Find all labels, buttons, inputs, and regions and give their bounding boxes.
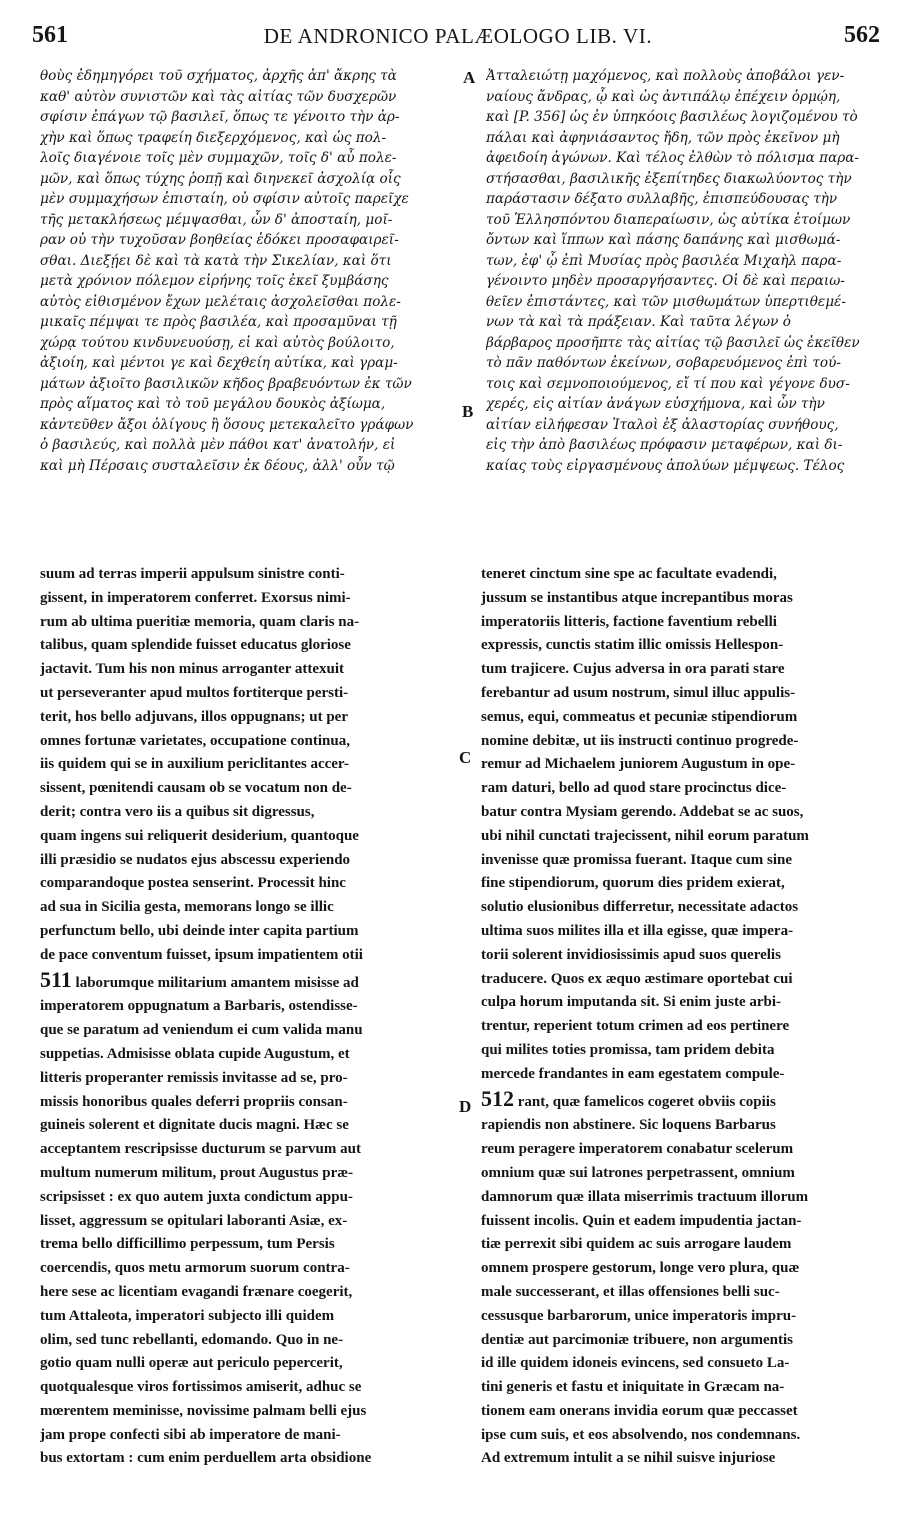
text-line xyxy=(40,1162,452,1186)
text-line xyxy=(40,825,452,849)
line-text: cessusque barbarorum, unice imperatoris impru- xyxy=(481,1307,797,1324)
text-line xyxy=(40,1114,452,1138)
text-line xyxy=(481,1352,895,1376)
line-text: χώρᾳ τούτου κινδυνευούσῃ, εἰ καὶ αὐτὸς βούλοιτο, xyxy=(40,334,395,351)
text-line xyxy=(40,968,452,996)
margin-letter-d: D xyxy=(459,1097,472,1116)
line-text: τοῦ Ἑλλησπόντου διαπεραίωσιν, ὡς αὐτίκα ἑτοίμων xyxy=(486,211,851,228)
text-line xyxy=(40,251,458,272)
line-text: gotio quam nulli operæ aut periculo pepercerit, xyxy=(40,1355,343,1372)
line-text: illi præsidio se nudatos ejus abscessu experiendo xyxy=(40,851,351,868)
line-text: ram daturi, bello ad quod stare procinctus dice- xyxy=(481,780,787,797)
line-text: τῆς μετακλήσεως μέμψασθαι, ὧν δ' ἀποσταίη, μοῖ- xyxy=(40,211,393,228)
line-text: ὄντων καὶ ἵππων καὶ πάσης δαπάνης καὶ μισθωμά- xyxy=(486,232,841,248)
text-line xyxy=(481,1015,895,1039)
text-line xyxy=(481,587,895,611)
line-text: rum ab ultima pueritiæ memoria, quam claris na- xyxy=(40,613,360,630)
line-text: olim, sed tunc rebellanti, edomando. Quo in ne- xyxy=(40,1331,344,1348)
text-line xyxy=(486,353,894,374)
line-text: στήσασθαι, βασιλικῆς ἐξεπίτηδες διακωλύοντος τὴν xyxy=(486,170,852,187)
line-text: ultima suos milites illa et illa egisse, quæ impera- xyxy=(481,922,794,939)
line-text: male successerant, et illas offensiones belli suc- xyxy=(481,1283,780,1300)
line-text: αἰτίαν εἰλήφεσαν Ἰταλοὶ ἐξ ἀλαστορίας συνήθους, xyxy=(486,416,839,433)
line-text: ut perseveranter apud multos fortiterque persti- xyxy=(40,684,349,701)
text-line xyxy=(486,292,894,313)
line-text: acceptantem rescripsisse ducturum se parvum aut xyxy=(40,1141,361,1158)
line-text: tionem eam onerans invidia eorum quæ peccasset xyxy=(481,1402,798,1419)
text-line xyxy=(481,1063,895,1087)
text-line xyxy=(481,801,895,825)
left-page-number: 561 xyxy=(32,22,68,48)
line-text: dentiæ aut parcimoniæ tribuere, non argumentis xyxy=(481,1331,793,1348)
line-text: guineis solerent et dignitate ducis magni. Hæc se xyxy=(40,1117,349,1134)
line-text: nomine debitæ, ut iis instructi continuo progrede- xyxy=(481,732,799,749)
line-text: trentur, reperient totum crimen ad eos pertinere xyxy=(481,1018,790,1035)
line-text: κἀντεῦθεν ἄξοι ὀλίγους ἢ ὅσους μετεκαλεῖτο γράφων xyxy=(40,416,414,433)
line-text: solutio elusionibus differretur, necessitate adactos xyxy=(481,899,799,916)
line-text: ναίους ἄνδρας, ᾧ καὶ ὡς ἀντιπάλῳ ἐπέχειν ὁρμῴη, xyxy=(486,88,841,105)
line-text: suum ad terras imperii appulsum sinistre conti- xyxy=(40,566,345,582)
margin-letter-b: B xyxy=(462,402,474,421)
line-text: torii solerent invidiosissimis apud suos querelis xyxy=(481,946,781,963)
line-text: rapiendis non abstinere. Sic loquens Barbarus xyxy=(481,1117,776,1134)
text-line xyxy=(486,87,894,108)
text-line xyxy=(40,456,458,477)
text-line xyxy=(40,374,458,395)
text-line xyxy=(486,435,894,456)
line-text: πρὸς αἵματος καὶ τὸ τοῦ μεγάλου δουκὸς ἀξίωμα, xyxy=(40,396,386,412)
line-text: tiæ perrexit sibi quidem ac suis arrogare laudem xyxy=(481,1236,792,1253)
line-text: teneret cinctum sine spe ac facultate evadendi, xyxy=(481,566,777,582)
text-line xyxy=(40,1329,452,1353)
line-text: καίας τοὺς εἰργασμένους ἀπολύων μέμψεως. Τέλος xyxy=(486,457,845,474)
line-text: bus extortam : cum enim perduellem arta obsidione xyxy=(40,1450,372,1467)
text-line xyxy=(486,312,894,333)
text-line xyxy=(481,753,895,777)
text-line xyxy=(481,991,895,1015)
line-text: πάλαι καὶ ἀφηνιάσαντος ἤδη, τῶν πρὸς ἐκεῖνον μὴ xyxy=(486,129,840,146)
line-text: scripsisset : ex quo autem juxta condictum appu- xyxy=(40,1188,353,1205)
text-line xyxy=(40,1186,452,1210)
text-line xyxy=(40,210,458,231)
text-line xyxy=(40,587,452,611)
text-line xyxy=(481,1162,895,1186)
text-line xyxy=(40,333,458,354)
text-line xyxy=(40,896,452,920)
line-text: reum peragere imperatorem conabatur scelerum xyxy=(481,1141,794,1158)
line-text: traducere. Quos ex æquo æstimare oportebat cui xyxy=(481,970,793,987)
line-text: τοις καὶ σεμνοποιούμενος, εἴ τί που καὶ γέγονε δυσ- xyxy=(486,375,850,392)
line-text: rant, quæ famelicos cogeret obviis copiis xyxy=(517,1093,776,1110)
line-text: σφίσιν ἐπάγων τῷ βασιλεῖ, ὅπως τε γένοιτο τὴν ἀρ- xyxy=(40,109,400,125)
line-text: παράστασιν δέξατο συλλαβῆς, ἐπισπεύδουσας τὴν xyxy=(486,191,838,207)
line-text: de pace conventum fuisset, ipsum impatientem otii xyxy=(40,946,363,963)
text-line xyxy=(481,682,895,706)
text-line xyxy=(40,271,458,292)
line-text: suppetias. Admisisse oblata cupide Augustum, et xyxy=(40,1045,350,1062)
text-line xyxy=(40,634,452,658)
text-line xyxy=(486,189,894,210)
text-line xyxy=(481,634,895,658)
line-text: tum trajicere. Cujus adversa in ora parati stare xyxy=(481,661,785,678)
text-line xyxy=(481,944,895,968)
text-line xyxy=(481,1138,895,1162)
line-text: trema bello difficillimo perpessum, tum Persis xyxy=(40,1236,335,1253)
line-text: fine stipendiorum, quorum dies pridem exierat, xyxy=(481,875,785,892)
line-text: jam prope confecti sibi ab imperatore de mani- xyxy=(40,1426,341,1443)
line-text: batur contra Mysiam gerendo. Addebat se ac suos, xyxy=(481,803,804,820)
line-text: αὐτὸς εἰθισμένον ἔχων μελέταις ἀσχολεῖσθαι πολε- xyxy=(40,293,401,310)
text-line xyxy=(40,872,452,896)
line-text: imperatoriis litteris, factione faventium rebelli xyxy=(481,613,777,630)
line-text: gissent, in imperatorem conferret. Exorsus nimi- xyxy=(40,589,351,606)
text-line xyxy=(486,374,894,395)
text-line xyxy=(481,563,895,587)
line-text: ad sua in Sicilia gesta, memorans longo se illic xyxy=(40,899,334,916)
latin-column-right xyxy=(481,563,895,1471)
line-text: ραν οὐ τὴν τυχοῦσαν βοηθείας ἐδόκει προσαφαιρεῖ- xyxy=(40,232,399,248)
line-text: jussum se instantibus atque increpantibus moras xyxy=(481,589,793,606)
line-text: here sese ac licentiam evagandi frænare coegerit, xyxy=(40,1283,353,1300)
line-text: λοῖς διαγένοιε τοῖς μὲν συμμαχῶν, τοῖς δ' αὖ πολε- xyxy=(40,150,397,166)
page-marker: 511 xyxy=(40,967,72,992)
line-text: μὲν συμμαχήσων ἐπισταίη, οὐ σφίσιν αὐτοῖς παρεῖχε xyxy=(40,191,409,207)
line-text: εἰς τὴν ἀπὸ βασιλέως πρόφασιν μεταφέρων, καὶ δι- xyxy=(486,437,843,453)
text-line xyxy=(40,801,452,825)
line-text: terit, hos bello adjuvans, illos oppugnans; ut per xyxy=(40,708,348,725)
text-line xyxy=(40,944,452,968)
text-line xyxy=(40,435,458,456)
line-text: qui milites toties promissa, tam pridem debita xyxy=(481,1041,775,1058)
line-text: coercendis, quos metu armorum suorum contra- xyxy=(40,1260,350,1277)
text-line xyxy=(40,995,452,1019)
text-line xyxy=(40,1400,452,1424)
line-text: ubi nihil cunctati trajecissent, nihil eorum paratum xyxy=(481,827,809,844)
text-line xyxy=(486,456,894,477)
latin-column-left xyxy=(40,563,452,1471)
text-line xyxy=(481,1039,895,1063)
text-line xyxy=(40,107,458,128)
line-text: omnes fortunæ varietates, occupatione continua, xyxy=(40,732,350,749)
text-line xyxy=(481,730,895,754)
line-text: quotqualesque viros fortissimos amiserit, adhuc se xyxy=(40,1379,362,1396)
line-text: νων τὰ καὶ τὰ πράξειαν. Καὶ ταῦτα λέγων ὁ xyxy=(486,314,791,330)
line-text: ἀφειδοίη ἀγώνων. Καὶ τέλος ἐλθὼν τὸ πόλισμα παρα- xyxy=(486,150,860,166)
text-line xyxy=(40,920,452,944)
text-line xyxy=(40,1233,452,1257)
text-line xyxy=(40,87,458,108)
text-line xyxy=(40,1352,452,1376)
text-line xyxy=(40,1424,452,1448)
text-line xyxy=(40,1138,452,1162)
line-text: missis honoribus quales deferri propriis consan- xyxy=(40,1093,348,1110)
line-text: mœrentem meminisse, novissime palmam belli ejus xyxy=(40,1402,367,1419)
text-line xyxy=(481,1233,895,1257)
margin-letter-c: C xyxy=(459,748,472,767)
line-text: quam ingens sui reliquerit desiderium, quantoque xyxy=(40,827,359,844)
line-text: καὶ μὴ Πέρσαις συσταλεῖσιν ἐκ δέους, ἀλλ' οὖν τῷ xyxy=(40,457,395,474)
line-text: sissent, pœnitendi causam ob se vocatum non de- xyxy=(40,780,352,797)
text-line xyxy=(486,333,894,354)
line-text: ipse cum suis, et eos absolvendo, nos condemnans. xyxy=(481,1426,801,1443)
text-line xyxy=(40,189,458,210)
text-line xyxy=(481,1281,895,1305)
line-text: βάρβαρος προσῆπτε τὰς αἰτίας τῷ βασιλεῖ ὡς ἐκεῖθεν xyxy=(486,334,860,351)
running-header xyxy=(0,22,916,62)
line-text: tum Attaleota, imperatori subjecto illi quidem xyxy=(40,1307,335,1324)
text-line xyxy=(486,169,894,190)
line-text: θεῖεν ἐπιστάντες, καὶ τῶν μισθωμάτων ὑπερτιθεμέ- xyxy=(486,293,846,310)
text-line xyxy=(40,1091,452,1115)
text-line xyxy=(40,292,458,313)
line-text: id ille quidem idoneis evincens, sed consueto La- xyxy=(481,1355,790,1372)
text-line xyxy=(481,1186,895,1210)
page-marker: 512 xyxy=(481,1086,514,1111)
text-line xyxy=(481,849,895,873)
line-text: derit; contra vero iis a quibus sit digressus, xyxy=(40,803,315,820)
line-text: laborumque militarium amantem misisse ad xyxy=(75,974,359,991)
line-text: χὴν καὶ ὅπως τραφείη διεξερχόμενος, καὶ ὡς πολ- xyxy=(40,129,387,146)
greek-column-left xyxy=(40,66,458,476)
line-text: μετὰ χρόνιον πόλεμον εἰρήνης τοῖς ἐκεῖ ξυμβάσης xyxy=(40,273,389,289)
text-line xyxy=(40,1281,452,1305)
text-line xyxy=(40,658,452,682)
text-line xyxy=(481,1329,895,1353)
text-line xyxy=(40,849,452,873)
line-text: mercede frandantes in eam egestatem compule- xyxy=(481,1065,785,1082)
text-line xyxy=(40,415,458,436)
line-text: των, ἐφ' ᾧ ἐπὶ Μυσίας πρὸς βασιλέα Μιχαὴλ παρα- xyxy=(486,252,842,269)
line-text: χερές, εἰς αἰτίαν ἀνάγων εὐσχήμονα, καὶ ὧν τὴν xyxy=(486,396,825,412)
text-line xyxy=(40,682,452,706)
line-text: μάτων ἀξιοῖτο βασιλικῶν κῆδος βραβευόντων ἐκ τῶν xyxy=(40,375,412,392)
text-line xyxy=(486,415,894,436)
line-text: tini generis et fastu et iniquitate in Græcam na- xyxy=(481,1379,785,1396)
line-text: perfunctum bello, ubi deinde inter capita partium xyxy=(40,922,359,939)
running-title: DE ANDRONICO PALÆOLOGO LIB. VI. xyxy=(263,24,653,48)
line-text: semus, equi, commeatus et pecuniæ stipendiorum xyxy=(481,708,798,725)
line-text: damnorum quæ illata miserrimis tractuum illorum xyxy=(481,1188,809,1205)
text-line xyxy=(486,394,894,415)
line-text: talibus, quam splendide fuisset educatus gloriose xyxy=(40,637,351,654)
text-line xyxy=(481,611,895,635)
text-line xyxy=(40,1019,452,1043)
margin-letter-a: A xyxy=(463,68,476,87)
line-text: remur ad Michaelem juniorem Augustum in ope- xyxy=(481,756,796,773)
text-line xyxy=(481,1210,895,1234)
line-text: θοὺς ἐδημηγόρει τοῦ σχήματος, ἀρχῆς ἀπ' ἄκρης τὰ xyxy=(40,68,397,84)
text-line xyxy=(481,872,895,896)
text-line xyxy=(40,1376,452,1400)
line-text: lisset, aggressum se opitulari laboranti Asiæ, ex- xyxy=(40,1212,348,1229)
text-line xyxy=(40,394,458,415)
text-line xyxy=(40,1257,452,1281)
text-line xyxy=(481,825,895,849)
text-line xyxy=(486,66,894,87)
text-line xyxy=(40,1447,452,1471)
text-line xyxy=(481,1424,895,1448)
text-line xyxy=(481,658,895,682)
text-line xyxy=(40,353,458,374)
text-line xyxy=(481,1447,895,1471)
line-text: multum numerum militum, prout Augustus præ- xyxy=(40,1164,354,1181)
text-line xyxy=(486,128,894,149)
line-text: iis quidem qui se in auxilium periclitantes accer- xyxy=(40,756,350,773)
text-line xyxy=(40,1210,452,1234)
line-text: imperatorem oppugnatum a Barbaris, ostendisse- xyxy=(40,998,358,1015)
line-text: jactavit. Tum his non minus arroganter attexuit xyxy=(40,661,345,678)
line-text: ἀξιοίη, καὶ μέντοι γε καὶ δεχθείη αὐτίκα, καὶ γραμ- xyxy=(40,355,398,371)
text-line xyxy=(40,1067,452,1091)
text-line xyxy=(40,148,458,169)
line-text: γένοιντο μηδὲν προσαργήσαντες. Οἱ δὲ καὶ περαιω- xyxy=(486,273,845,289)
line-text: fuissent incolis. Quin et eadem impudentia jactan- xyxy=(481,1212,802,1229)
text-line xyxy=(40,730,452,754)
text-line xyxy=(481,1400,895,1424)
line-text: expressis, cunctis statim illic omissis Hellespon- xyxy=(481,637,784,654)
text-line xyxy=(481,920,895,944)
text-line xyxy=(481,1376,895,1400)
text-line xyxy=(486,251,894,272)
text-line xyxy=(486,271,894,292)
line-text: μῶν, καὶ ὅπως τύχης ῥοπῇ καὶ διηνεκεῖ ἀσχολίᾳ οἷς xyxy=(40,170,401,187)
line-text: Ἀτταλειώτῃ μαχόμενος, καὶ πολλοὺς ἀποβάλοι γεν- xyxy=(486,68,845,84)
text-line xyxy=(40,1043,452,1067)
text-line xyxy=(486,148,894,169)
text-line xyxy=(40,563,452,587)
text-line xyxy=(40,312,458,333)
line-text: invenisse quæ promissa fuerant. Itaque cum sine xyxy=(481,851,793,868)
text-line xyxy=(40,753,452,777)
text-line xyxy=(481,1257,895,1281)
text-line xyxy=(40,706,452,730)
line-text: σθαι. Διεξῄει δὲ καὶ τὰ κατὰ τὴν Σικελίαν, καὶ ὅτι xyxy=(40,252,392,269)
line-text: Ad extremum intulit a se nihil suisve injuriose xyxy=(481,1450,776,1467)
text-line xyxy=(481,1305,895,1329)
line-text: omnem prospere gestorum, longe vero plura, quæ xyxy=(481,1260,800,1277)
text-line xyxy=(481,968,895,992)
text-line xyxy=(40,611,452,635)
right-page-number: 562 xyxy=(844,22,880,48)
line-text: litteris properanter remissis invitasse ad se, pro- xyxy=(40,1069,348,1086)
text-line xyxy=(481,706,895,730)
line-text: καὶ [P. 356] ὡς ἐν ὑπηκόοις βασιλέως λογιζομένου τὸ xyxy=(486,109,858,125)
text-line xyxy=(481,896,895,920)
text-line xyxy=(481,777,895,801)
line-text: omnium quæ sui latrones perpetrassent, omnium xyxy=(481,1164,795,1181)
line-text: ferebantur ad usum nostrum, simul illuc appulis- xyxy=(481,684,796,701)
text-line xyxy=(40,128,458,149)
text-line xyxy=(40,230,458,251)
text-line xyxy=(481,1087,895,1115)
greek-column-right xyxy=(486,66,894,476)
text-line xyxy=(486,210,894,231)
text-line xyxy=(40,1305,452,1329)
text-line xyxy=(486,107,894,128)
line-text: ὁ βασιλεύς, καὶ πολλὰ μὲν πάθοι κατ' ἀνατολήν, εἰ xyxy=(40,437,396,453)
line-text: que se paratum ad veniendum ei cum valida manu xyxy=(40,1022,363,1039)
text-line xyxy=(40,169,458,190)
text-line xyxy=(40,777,452,801)
line-text: μικαῖς πέμψαι τε πρὸς βασιλέα, καὶ προσαμῦναι τῇ xyxy=(40,314,397,330)
text-line xyxy=(481,1114,895,1138)
line-text: καθ' αὐτὸν συνιστῶν καὶ τὰς αἰτίας τῶν δυσχερῶν xyxy=(40,88,397,105)
text-line xyxy=(486,230,894,251)
line-text: τὸ πᾶν παθόντων ἐκείνων, σοβαρευόμενος ἐπὶ τού- xyxy=(486,355,841,371)
line-text: culpa horum imputanda sit. Si enim juste arbi- xyxy=(481,994,782,1011)
text-line xyxy=(40,66,458,87)
line-text: comparandoque postea senserint. Processit hinc xyxy=(40,875,346,892)
